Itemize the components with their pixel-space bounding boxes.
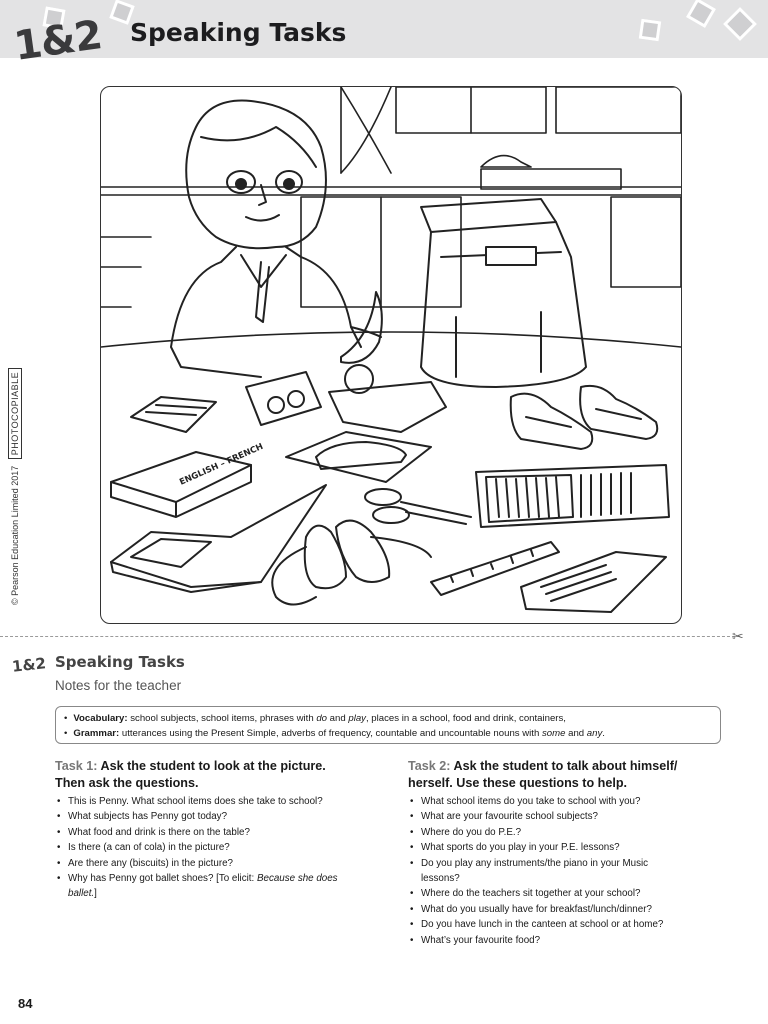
section-title: Speaking Tasks xyxy=(55,653,185,671)
list-item xyxy=(408,856,728,887)
kitchen-background xyxy=(101,87,681,347)
header-number: 1&2 xyxy=(11,12,105,70)
calculator xyxy=(521,552,666,612)
copyright-side xyxy=(10,365,20,605)
grammar-text-end: . xyxy=(602,728,605,739)
q-italic: ballet. xyxy=(68,888,95,900)
vocab-play: play xyxy=(348,713,366,724)
page-title: Speaking Tasks xyxy=(130,18,347,47)
vocab-do: do xyxy=(316,713,328,724)
vocabulary-item xyxy=(64,711,712,726)
vocab-text-end: , places in a school, food and drink, containers, xyxy=(365,713,566,724)
section-number: 1&2 xyxy=(11,654,47,676)
task2-label: Task 2: xyxy=(408,759,451,773)
grammar-label: Grammar: xyxy=(73,728,120,739)
q-text: Do you play any instruments/the piano in your Music xyxy=(421,857,649,869)
chocolate-bar xyxy=(131,397,216,432)
list-item: • What food and drink is there on the table? xyxy=(55,825,385,840)
trainers xyxy=(511,386,658,449)
q-text: Why has Penny got ballet shoes? [To elicit: xyxy=(68,873,257,885)
q-text-end: ] xyxy=(94,888,97,900)
book-label: ENGLISH – FRENCH xyxy=(178,441,265,488)
sandwich xyxy=(286,432,431,482)
grammar-and: and xyxy=(565,728,587,739)
pencil-case xyxy=(476,465,669,527)
grammar-text: utterances using the Present Simple, adverbs of frequency, countable and uncountable nouns with xyxy=(119,728,542,739)
task2-text-2: herself. Use these questions to help. xyxy=(408,776,628,790)
cut-line xyxy=(0,636,740,637)
task1-text-2: Then ask the questions. xyxy=(55,776,199,790)
vocab-and: and xyxy=(327,713,349,724)
task2-questions xyxy=(408,794,728,948)
page-number: 84 xyxy=(18,996,33,1011)
school-bag xyxy=(421,199,586,387)
ruler xyxy=(431,542,559,595)
task1-questions xyxy=(55,794,385,902)
list-item: • What school items do you take to school with you? xyxy=(408,794,728,809)
scissors-icon: ✂ xyxy=(732,628,744,644)
task1-heading xyxy=(55,758,375,792)
scissors xyxy=(365,489,471,524)
task2-heading xyxy=(408,758,728,792)
q-italic: Because she does xyxy=(256,873,338,885)
decor-square xyxy=(639,19,662,42)
task2-text-1: Ask the student to talk about himself/ xyxy=(450,759,678,773)
ballet-shoes xyxy=(272,521,431,605)
laptop xyxy=(111,485,326,592)
list-item: • What’s your favourite food? xyxy=(408,933,728,948)
lunch-box xyxy=(246,365,446,432)
grammar-some: some xyxy=(541,728,566,739)
photocopiable-badge: PHOTOCOPIABLE xyxy=(8,368,22,459)
list-item: • What subjects has Penny got today? xyxy=(55,809,385,824)
notes-heading: Notes for the teacher xyxy=(55,678,182,693)
english-french-book xyxy=(111,442,265,517)
vocab-text: school subjects, school items, phrases with xyxy=(127,713,317,724)
vocabulary-label: Vocabulary: xyxy=(73,713,128,724)
illustration-frame xyxy=(100,86,682,624)
task1-text-1: Ask the student to look at the picture. xyxy=(97,759,326,773)
girl-penny xyxy=(171,101,381,377)
list-item: • Are there any (biscuits) in the picture? xyxy=(55,856,385,871)
list-item: • This is Penny. What school items does she take to school? xyxy=(55,794,385,809)
list-item: • What do you usually have for breakfast/lunch/dinner? xyxy=(408,902,728,917)
grammar-item xyxy=(64,726,712,741)
list-item: • Where do you do P.E.? xyxy=(408,825,728,840)
list-item xyxy=(55,871,385,902)
list-item: • What are your favourite school subjects? xyxy=(408,809,728,824)
task1-label: Task 1: xyxy=(55,759,98,773)
list-item: • What sports do you play in your P.E. lessons? xyxy=(408,840,728,855)
q-text: lessons? xyxy=(421,873,460,885)
grammar-any: any xyxy=(586,728,603,739)
copyright-text: © Pearson Education Limited 2017 xyxy=(10,465,20,605)
vocab-box xyxy=(55,706,721,744)
kitchen-illustration xyxy=(101,87,681,623)
list-item: • Is there (a can of cola) in the picture? xyxy=(55,840,385,855)
banana xyxy=(341,292,382,363)
list-item: • Where do the teachers sit together at your school? xyxy=(408,886,728,901)
list-item: • Do you have lunch in the canteen at school or at home? xyxy=(408,917,728,932)
